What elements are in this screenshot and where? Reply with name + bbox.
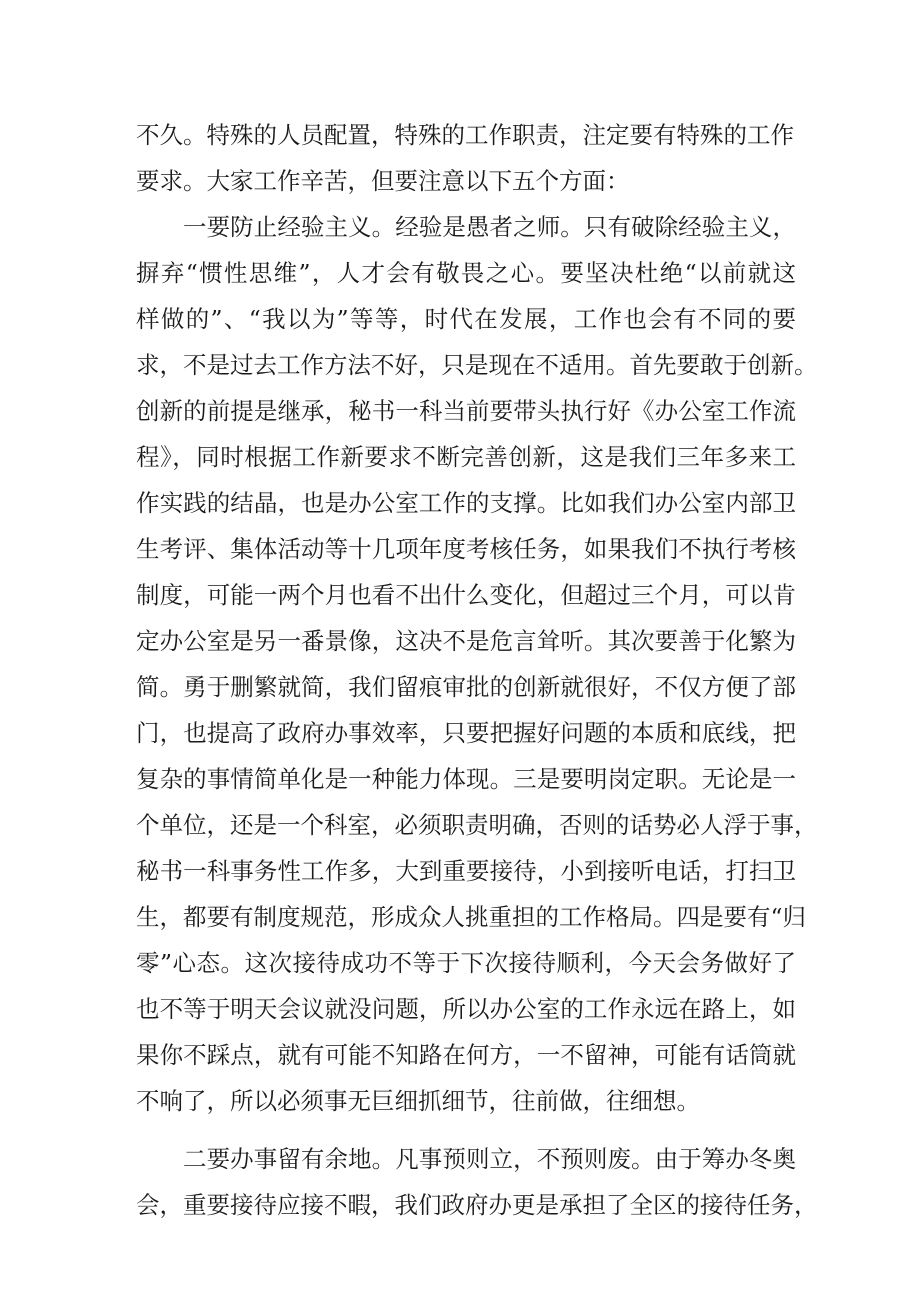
text-line: 程》，同时根据工作新要求不断完善创新，这是我们三年多来工 [136, 443, 796, 471]
paragraph-1-first-line: 一要防止经验主义。经验是愚者之师。只有破除经验主义， [183, 213, 796, 241]
text-line: 样做的”、“我以为”等等，时代在发展，工作也会有不同的要 [136, 305, 796, 333]
text-line: 不久。特殊的人员配置，特殊的工作职责，注定要有特殊的工作 [136, 121, 794, 149]
text-line: 秘书一科事务性工作多，大到重要接待，小到接听电话，打扫卫 [136, 857, 796, 885]
text-line: 不响了，所以必须事无巨细抓细节，往前做，往细想。 [136, 1087, 700, 1115]
text-line: 门，也提高了政府办事效率，只要把握好问题的本质和底线，把 [136, 719, 796, 747]
text-line: 零”心态。这次接待成功不等于下次接待顺利，今天会务做好了 [136, 949, 796, 977]
text-line: 定办公室是另一番景像，这决不是危言耸听。其次要善于化繁为 [136, 627, 796, 655]
text-line: 果你不踩点，就有可能不知路在何方，一不留神，可能有话筒就 [136, 1041, 796, 1069]
paragraph-2-first-line: 二要办事留有余地。凡事预则立，不预则废。由于筹办冬奥 [183, 1145, 796, 1173]
text-line: 作实践的结晶，也是办公室工作的支撑。比如我们办公室内部卫 [136, 489, 796, 517]
text-line: 会，重要接待应接不暇，我们政府办更是承担了全区的接待任务， [136, 1191, 818, 1219]
text-line: 个单位，还是一个科室，必须职责明确，否则的话势必人浮于事， [136, 811, 818, 839]
text-line: 也不等于明天会议就没问题，所以办公室的工作永远在路上，如 [136, 995, 796, 1023]
text-line: 制度，可能一两个月也看不出什么变化，但超过三个月，可以肯 [136, 581, 796, 609]
text-line: 求，不是过去工作方法不好，只是现在不适用。首先要敢于创新。 [136, 351, 818, 379]
text-line: 创新的前提是继承，秘书一科当前要带头执行好《办公室工作流 [136, 397, 796, 425]
text-line: 要求。大家工作辛苦，但要注意以下五个方面： [136, 167, 630, 195]
text-line: 摒弃“惯性思维”，人才会有敬畏之心。要坚决杜绝“以前就这 [136, 259, 796, 287]
text-line: 生，都要有制度规范，形成众人挑重担的工作格局。四是要有“归 [136, 903, 807, 931]
text-line: 生考评、集体活动等十几项年度考核任务，如果我们不执行考核 [136, 535, 796, 563]
text-line: 简。勇于删繁就简，我们留痕审批的创新就很好，不仅方便了部 [136, 673, 796, 701]
text-line: 复杂的事情简单化是一种能力体现。三是要明岗定职。无论是一 [136, 765, 796, 793]
